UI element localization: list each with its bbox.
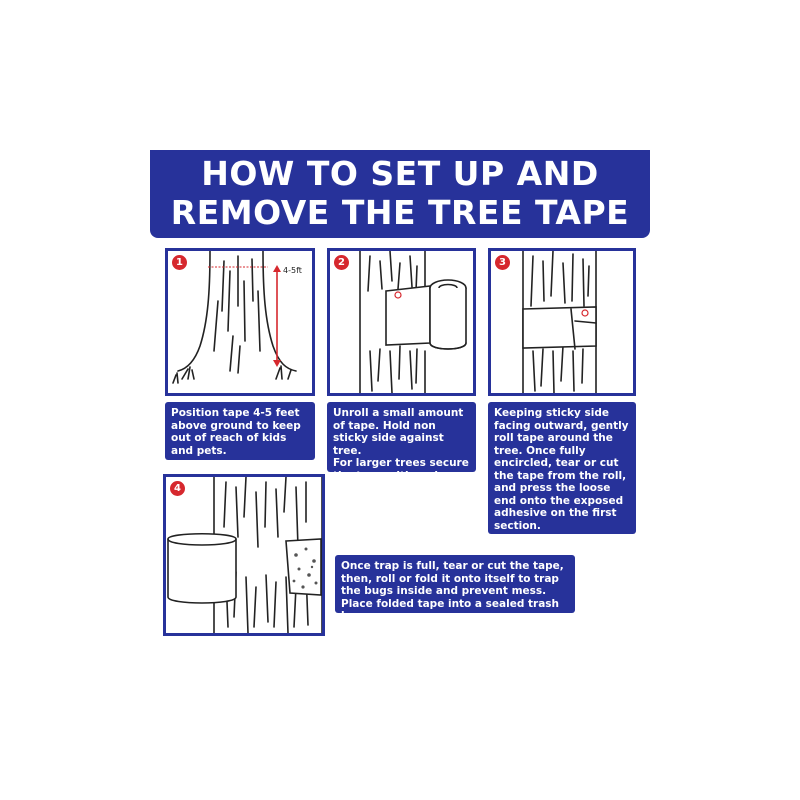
- step-1-panel: [165, 248, 315, 396]
- measure-arrow-icon: [273, 265, 281, 367]
- step-3-panel: [488, 248, 636, 396]
- title-banner: [150, 150, 650, 238]
- page-title-line-1: HOW TO SET UP AND: [201, 154, 599, 193]
- step-3-number-badge: 3: [495, 255, 510, 270]
- page-title-line-2: REMOVE THE TREE TAPE: [170, 193, 630, 232]
- step-1-number-badge: 1: [172, 255, 187, 270]
- step-4-caption: Once trap is full, tear or cut the tape, then, roll or fold it onto itself to trap the bugs inside and prevent mess. Place folded tape into a sealed trash bag.: [335, 555, 575, 613]
- step-2-panel: [327, 248, 476, 396]
- step-3-caption: Keeping sticky side facing outward, gently roll tape around the tree. Once fully encircled, tear or cut the tape from the roll, and press the loose end onto the exposed adhesive on the first section.: [488, 402, 636, 534]
- step-4-number-badge: 4: [170, 481, 185, 496]
- tape-roll-illustration: [330, 251, 473, 393]
- step-4-panel: [163, 474, 325, 636]
- measure-label: 4-5ft: [283, 266, 302, 275]
- tape-wrapped-tree-illustration: [491, 251, 633, 393]
- tape-removal-illustration: [166, 477, 322, 633]
- step-1-caption: Position tape 4-5 feet above ground to keep out of reach of kids and pets.: [165, 402, 315, 460]
- step-2-caption: Unroll a small amount of tape. Hold non sticky side against tree. For larger trees secure the tape with a pin.: [327, 402, 476, 472]
- step-2-number-badge: 2: [334, 255, 349, 270]
